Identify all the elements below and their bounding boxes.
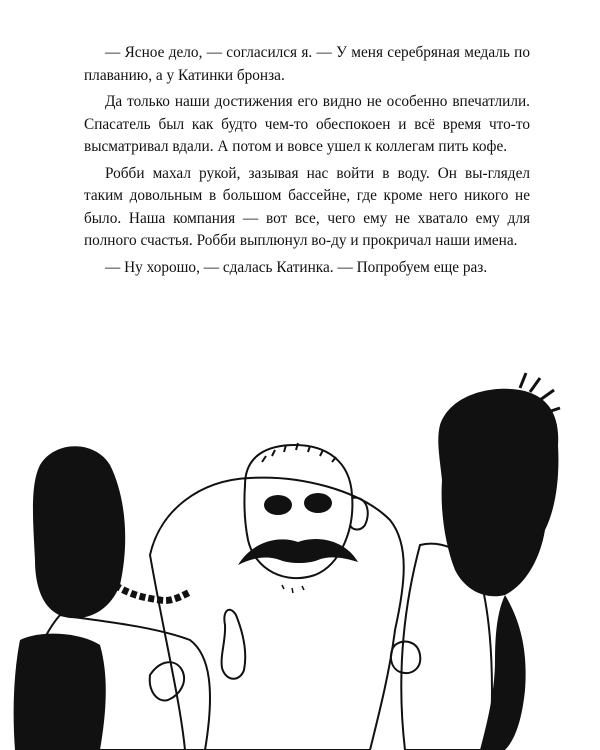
lifeguard-glasses-right — [304, 493, 332, 513]
story-text — [84, 42, 530, 283]
left-girl-figure — [14, 446, 210, 750]
paragraph-2: Да только наши достижения его видно не особенно впечатлили. Спасатель был как будто чем-то обеспокоен и всё время что-то высматривал вдали. А потом и вовсе ушел к коллегам пить кофе. — [84, 93, 530, 155]
left-girl-braid — [115, 585, 190, 601]
right-girl-hand — [391, 642, 420, 673]
lifeguard-glasses-left — [264, 495, 292, 515]
right-girl-hair — [438, 389, 558, 597]
right-girl-figure — [391, 373, 560, 750]
right-girl-back — [401, 544, 492, 750]
lifeguard-hand — [222, 610, 246, 679]
lifeguard-chest — [282, 585, 304, 593]
lifeguard-mustache — [238, 539, 358, 565]
left-girl-hair — [33, 446, 125, 618]
paragraph-4: — Ну хорошо, — сдалась Катинка. — Попробуем еще раз. — [105, 258, 488, 276]
right-girl-ponytail — [480, 595, 526, 750]
ink-illustration — [0, 370, 600, 750]
left-girl-swimsuit — [14, 634, 106, 750]
left-girl-hand — [150, 662, 184, 700]
paragraph-3: Робби махал рукой, зазывая нас войти в воду. Он вы-глядел таким довольным в большом бассейне, где кроме него никого не было. Наша компания — вот все, чего ему не хватало ему для полного счастья. Робби выплюнул во-ду и прокричал наши имена. — [84, 164, 530, 249]
paragraph-1: — Ясное дело, — согласился я. — У меня серебряная медаль по плаванию, а у Катинки бронза. — [84, 44, 530, 84]
lifeguard-body — [150, 478, 404, 750]
